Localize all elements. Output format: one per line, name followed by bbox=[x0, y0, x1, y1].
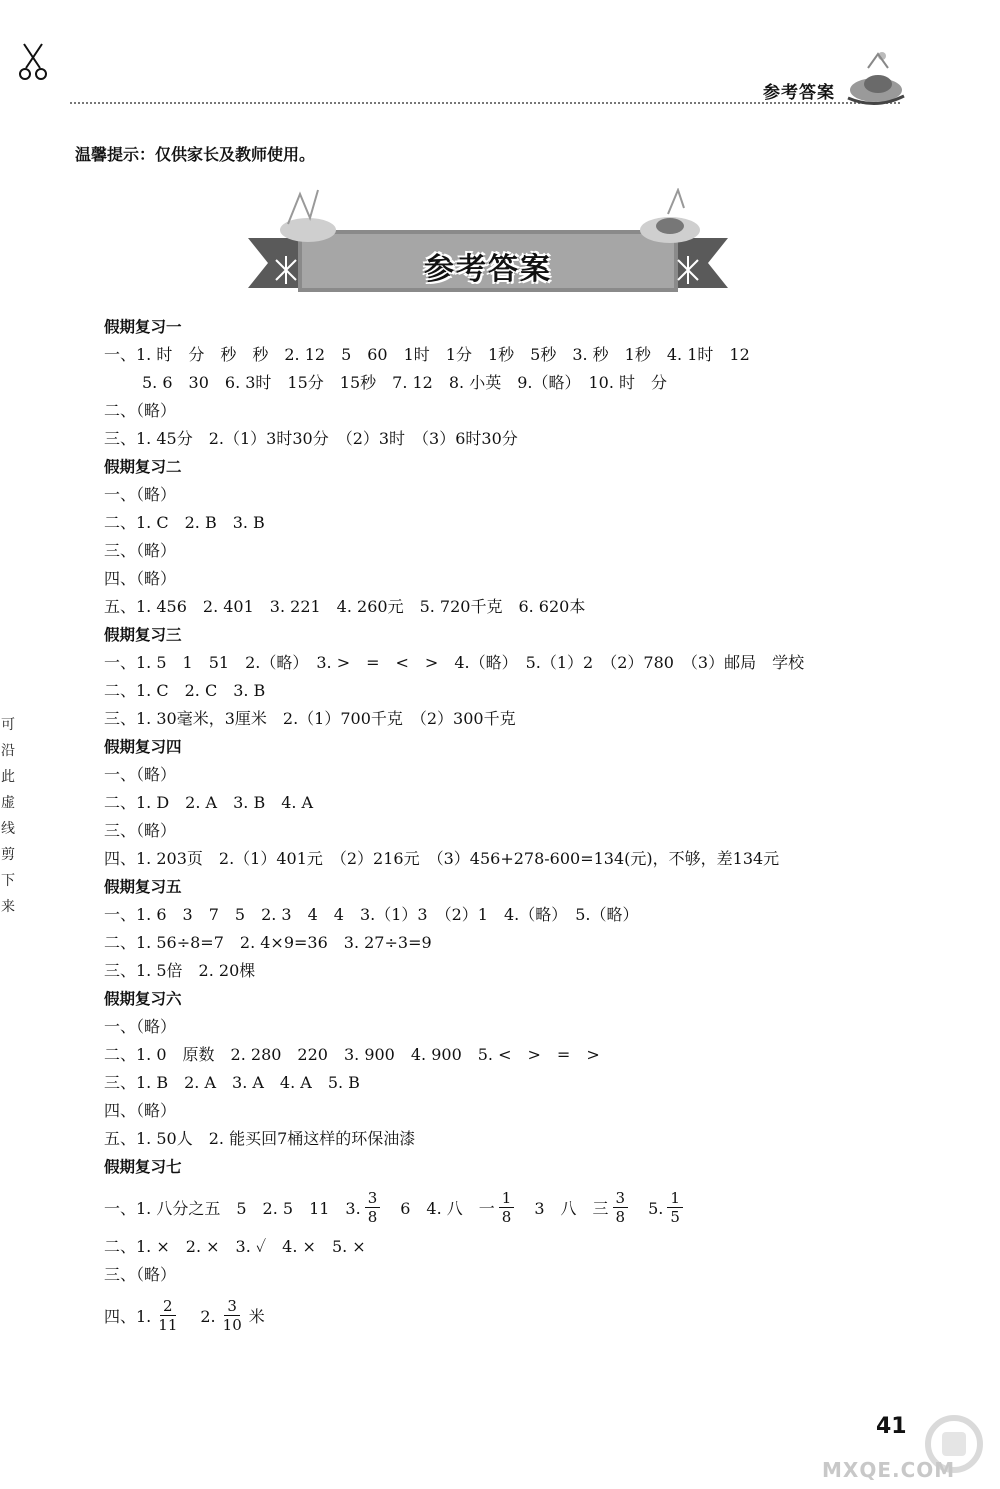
answer-line-fractions bbox=[104, 1181, 904, 1233]
numerator: 3 bbox=[613, 1189, 629, 1208]
section-title: 假期复习四 bbox=[104, 738, 182, 756]
side-char: 剪 bbox=[1, 847, 15, 863]
answer-line: 三、1. 30毫米，3厘米 2.（1）700千克 （2）300千克 bbox=[104, 709, 516, 728]
side-char: 虚 bbox=[1, 795, 15, 811]
section-title: 假期复习七 bbox=[104, 1158, 182, 1176]
answer-line: 一、（略） bbox=[104, 1017, 177, 1036]
sleigh-decoration-icon bbox=[838, 46, 908, 108]
fraction bbox=[220, 1297, 245, 1334]
numerator: 3 bbox=[224, 1297, 240, 1316]
answer-line: 二、1. 56÷8=7 2. 4×9=36 3. 27÷3=9 bbox=[104, 933, 432, 952]
answer-line: 三、1. 5倍 2. 20棵 bbox=[104, 961, 256, 980]
answer-line: 五、1. 456 2. 401 3. 221 4. 260元 5. 720千克 6. 620本 bbox=[104, 597, 586, 616]
side-char: 可 bbox=[1, 717, 15, 733]
usage-tip: 温馨提示：仅供家长及教师使用。 bbox=[75, 145, 316, 164]
cut-instruction-vertical bbox=[0, 712, 16, 920]
answer-text: 5. bbox=[632, 1198, 664, 1218]
banner-title: 参考答案 bbox=[424, 252, 552, 287]
denominator: 11 bbox=[158, 1315, 178, 1334]
fraction bbox=[365, 1189, 381, 1226]
watermark-text: MXQE.COM bbox=[822, 1458, 956, 1482]
page-number: 41 bbox=[876, 1414, 907, 1439]
denominator: 8 bbox=[501, 1207, 512, 1226]
answer-line: 二、1. C 2. B 3. B bbox=[104, 513, 265, 532]
side-char: 下 bbox=[1, 873, 15, 889]
answer-line: 二、1. C 2. C 3. B bbox=[104, 681, 266, 700]
answer-line: 一、（略） bbox=[104, 485, 177, 504]
answer-line-fractions bbox=[104, 1289, 904, 1341]
answer-line: 一、1. 时 分 秒 秒 2. 12 5 60 1时 1分 1秒 5秒 3. 秒 1秒 4. 1时 12 bbox=[104, 345, 750, 364]
answer-line: 三、（略） bbox=[104, 821, 177, 840]
scissors-icon bbox=[18, 42, 48, 82]
answer-line: 一、1. 6 3 7 5 2. 3 4 4 3.（1）3 （2）1 4.（略） 5.（略） bbox=[104, 905, 639, 924]
answer-line: 三、（略） bbox=[104, 1265, 177, 1284]
answer-line: 二、1. D 2. A 3. B 4. A bbox=[104, 793, 314, 812]
denominator: 8 bbox=[367, 1207, 378, 1226]
answer-text: 一、1. 八分之五 5 2. 5 11 3. bbox=[104, 1198, 361, 1218]
numerator: 1 bbox=[499, 1189, 515, 1208]
side-char: 此 bbox=[1, 769, 15, 785]
side-char: 来 bbox=[1, 899, 15, 915]
answer-line: 五、1. 50人 2. 能买回7桶这样的环保油漆 bbox=[104, 1129, 416, 1148]
section-title: 假期复习一 bbox=[104, 318, 182, 336]
answer-text: 米 bbox=[248, 1306, 265, 1326]
header-label: 参考答案 bbox=[763, 83, 835, 103]
denominator: 8 bbox=[615, 1207, 626, 1226]
section-title: 假期复习六 bbox=[104, 990, 182, 1008]
fraction bbox=[499, 1189, 515, 1226]
answer-text: 2. bbox=[184, 1306, 216, 1326]
answer-text: 3 八 三 bbox=[518, 1198, 609, 1218]
side-char: 沿 bbox=[1, 743, 15, 759]
section-title: 假期复习五 bbox=[104, 878, 182, 896]
answer-line: 四、1. 203页 2.（1）401元 （2）216元 （3）456+278-600=134(元)，不够，差134元 bbox=[104, 849, 780, 868]
answer-text: 四、1. bbox=[104, 1306, 152, 1326]
numerator: 1 bbox=[667, 1189, 683, 1208]
answer-line: 5. 6 30 6. 3时 15分 15秒 7. 12 8. 小英 9.（略） 10. 时 分 bbox=[142, 373, 668, 392]
answer-line: 二、（略） bbox=[104, 401, 177, 420]
answer-line: 四、（略） bbox=[104, 569, 177, 588]
answer-text: 6 4. 八 一 bbox=[384, 1198, 495, 1218]
section-title: 假期复习三 bbox=[104, 626, 182, 644]
numerator: 2 bbox=[160, 1297, 176, 1316]
answer-line: 二、1. 0 原数 2. 280 220 3. 900 4. 900 5. < > = > bbox=[104, 1045, 600, 1064]
denominator: 5 bbox=[670, 1207, 680, 1226]
fraction bbox=[155, 1297, 180, 1334]
answer-line: 二、1. × 2. × 3. ✓ 4. × 5. × bbox=[104, 1237, 366, 1256]
answer-line: 一、1. 5 1 51 2.（略） 3. > = < > 4.（略） 5.（1）2 （2）780 （3）邮局 学校 bbox=[104, 653, 805, 672]
answer-line: 三、1. 45分 2.（1）3时30分 （2）3时 （3）6时30分 bbox=[104, 429, 518, 448]
denominator: 10 bbox=[222, 1315, 242, 1334]
answer-line: 三、（略） bbox=[104, 541, 177, 560]
fraction bbox=[667, 1189, 683, 1226]
section-title: 假期复习二 bbox=[104, 458, 182, 476]
side-char: 线 bbox=[1, 821, 15, 837]
numerator: 3 bbox=[365, 1189, 381, 1208]
answer-line: 四、（略） bbox=[104, 1101, 177, 1120]
answer-line: 一、（略） bbox=[104, 765, 177, 784]
answer-content bbox=[104, 313, 904, 1341]
answer-line: 三、1. B 2. A 3. A 4. A 5. B bbox=[104, 1073, 360, 1092]
fraction bbox=[613, 1189, 629, 1226]
